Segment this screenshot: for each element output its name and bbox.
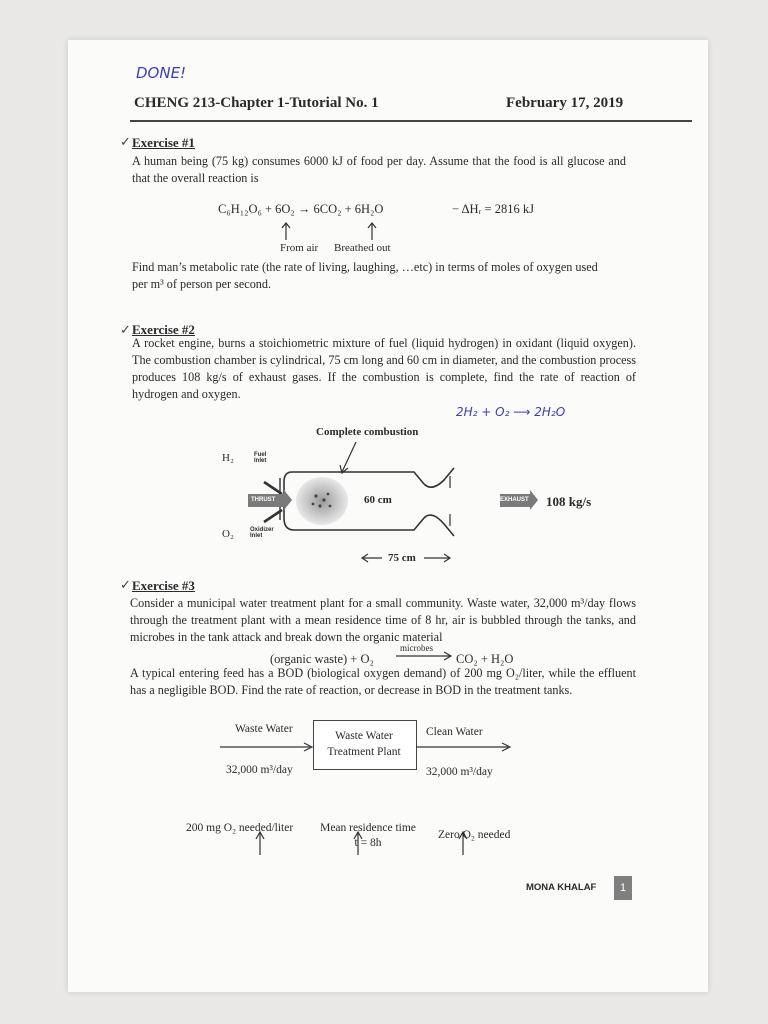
outflow-o2-note: Zero O₂ needed xyxy=(438,829,511,841)
document-title: CHENG 213-Chapter 1-Tutorial No. 1 xyxy=(134,95,379,111)
exercise3-check-mark: ✓ xyxy=(120,577,131,592)
residence-time-line2: t = 8h xyxy=(354,837,382,849)
o2-label: O₂ xyxy=(222,528,234,540)
oxidizer-inlet-label: Oxidizer Inlet xyxy=(250,527,274,539)
reaction-left: (organic waste) + O₂ xyxy=(270,652,374,666)
reaction-arrow xyxy=(394,650,454,662)
handwritten-done-note: DONE! xyxy=(136,64,187,82)
diameter-label: 60 cm xyxy=(364,494,392,506)
exercise2-text: A rocket engine, burns a stoichiometric mixture of fuel (liquid hydrogen) in oxidant (liquid oxygen). The combustion chamber is cylindrical, 75 cm long and 60 cm in diameter, and the combustion process produces 108 kg/s of exhaust gases. If the combustion is complete, find the rate of reaction of hydrogen and oxygen. xyxy=(132,336,636,401)
exercise1-enthalpy: − ΔHᵣ = 2816 kJ xyxy=(452,202,534,216)
waste-water-label: Waste Water xyxy=(235,723,293,735)
outflow-rate: 32,000 m³/day xyxy=(426,766,493,778)
from-air-label: From air xyxy=(280,242,319,254)
handwritten-reaction-note: 2H₂ + O₂ ⟶ 2H₂O xyxy=(456,405,566,419)
exercise1-up-arrows xyxy=(268,220,388,242)
document-date: February 17, 2019 xyxy=(506,95,624,111)
exercise1-question-line1: Find man’s metabolic rate (the rate of living, laughing, …etc) in terms of moles of oxygen used xyxy=(132,260,598,274)
exercise1-title: Exercise #1 xyxy=(132,135,195,150)
exercise2-check-mark: ✓ xyxy=(120,322,131,337)
thrust-label: THRUST xyxy=(251,497,276,503)
exercise3-title: Exercise #3 xyxy=(132,578,195,593)
exercise1-check-mark: ✓ xyxy=(120,134,131,149)
breathed-out-label: Breathed out xyxy=(334,242,391,254)
plant-label-line2: Treatment Plant xyxy=(327,746,401,758)
plant-label-line1: Waste Water xyxy=(335,730,393,742)
footer-author: MONA KHALAF xyxy=(526,882,597,893)
header-rule xyxy=(130,120,692,122)
exercise3-text1: Consider a municipal water treatment plant for a small community. Waste water, 32,000 m³/day flows through the treatment plant with a mean residence time of 8 hr, air is bubbled through the tanks, and microbes in the tank attack and break down the organic material xyxy=(130,596,636,644)
clean-water-label: Clean Water xyxy=(426,726,483,738)
exercise1-question-line2: per m³ of person per second. xyxy=(132,277,272,291)
reaction-right: CO₂ + H₂O xyxy=(456,652,514,666)
exhaust-flow-label: 108 kg/s xyxy=(546,494,592,509)
reaction-catalyst: microbes xyxy=(400,643,433,653)
exercise3-text2: A typical entering feed has a BOD (biological oxygen demand) of 200 mg O₂/liter, while the effluent has a negligible BOD. Find the rate of reaction, or decrease in BOD in the treatment tanks. xyxy=(130,666,636,697)
exercise2-title: Exercise #2 xyxy=(132,322,195,337)
document-page xyxy=(68,40,708,992)
length-label: 75 cm xyxy=(388,552,416,564)
exhaust-label: EXHAUST xyxy=(500,497,529,503)
rocket-diagram-caption: Complete combustion xyxy=(316,426,419,438)
page-number: 1 xyxy=(614,876,632,900)
inflow-rate: 32,000 m³/day xyxy=(226,764,293,776)
residence-time-line1: Mean residence time xyxy=(320,822,416,834)
h2-label: H₂ xyxy=(222,452,234,464)
fuel-inlet-label: Fuel Inlet xyxy=(254,452,267,464)
exercise1-text: A human being (75 kg) consumes 6000 kJ of food per day. Assume that the food is all glucose and that the overall reaction is xyxy=(132,154,626,185)
exercise1-equation: C₆H₁₂O₆ + 6O₂ → 6CO₂ + 6H₂O xyxy=(218,202,384,216)
inflow-o2-note: 200 mg O₂ needed/liter xyxy=(186,822,294,834)
